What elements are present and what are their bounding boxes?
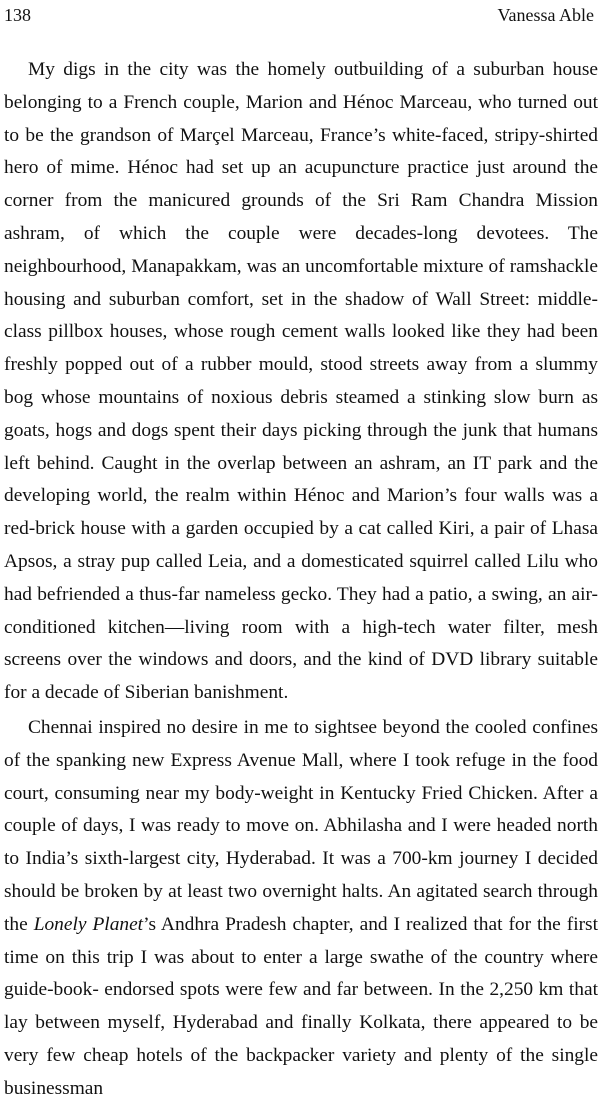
page-number: 138	[4, 5, 31, 25]
body-text	[4, 54, 598, 1106]
paragraph-2	[4, 712, 598, 1106]
paragraph-2-text-after: ’s Andhra Pradesh chapter, and I realized that for the first time on this trip I was about to enter a large swathe of the country where guide-book- endorsed spots were few and far between. In the 2,250 km that lay between myself, Hyderabad and finally Kolkata, there appeared to be very few cheap hotels of the backpacker variety and plenty of the single businessman	[4, 913, 598, 1099]
running-header	[4, 2, 594, 28]
book-title-italic: Lonely Planet	[33, 913, 144, 935]
running-title: Vanessa Able	[497, 5, 594, 25]
paragraph-2-text-before: Chennai inspired no desire in me to sightsee beyond the cooled confines of the spanking new Express Avenue Mall, where I took refuge in the food court, consuming near my body-weight in Kentucky Fried Chicken. After a couple of days, I was ready to move on. Abhilasha and I were headed north to India’s sixth-largest city, Hyderabad. It was a 700-km journey I decided should be broken by at least two overnight halts. An agitated search through the	[4, 716, 598, 935]
paragraph-1: My digs in the city was the homely outbuilding of a suburban house belonging to a French couple, Marion and Hénoc Marceau, who turned out to be the grandson of Marçel Marceau, France’s white-faced, stripy-shirted hero of mime. Hénoc had set up an acupuncture practice just around the corner from the manicured grounds of the Sri Ram Chandra Mission ashram, of which the couple were decades-long devotees. The neighbourhood, Manapakkam, was an uncomfortable mixture of ramshackle housing and suburban comfort, set in the shadow of Wall Street: middle-class pillbox houses, whose rough cement walls looked like they had been freshly popped out of a rubber mould, stood streets away from a slummy bog whose mountains of noxious debris steamed a stinking slow burn as goats, hogs and dogs spent their days picking through the junk that humans left behind. Caught in the overlap between an ashram, an IT park and the developing world, the realm within Hénoc and Marion’s four walls was a red-brick house with a garden occupied by a cat called Kiri, a pair of Lhasa Apsos, a stray pup called Leia, and a domesticated squirrel called Lilu who had befriended a thus-far nameless gecko. They had a patio, a swing, an air-conditioned kitchen—living room with a high-tech water filter, mesh screens over the windows and doors, and the kind of DVD library suitable for a decade of Siberian banishment.	[4, 59, 598, 704]
